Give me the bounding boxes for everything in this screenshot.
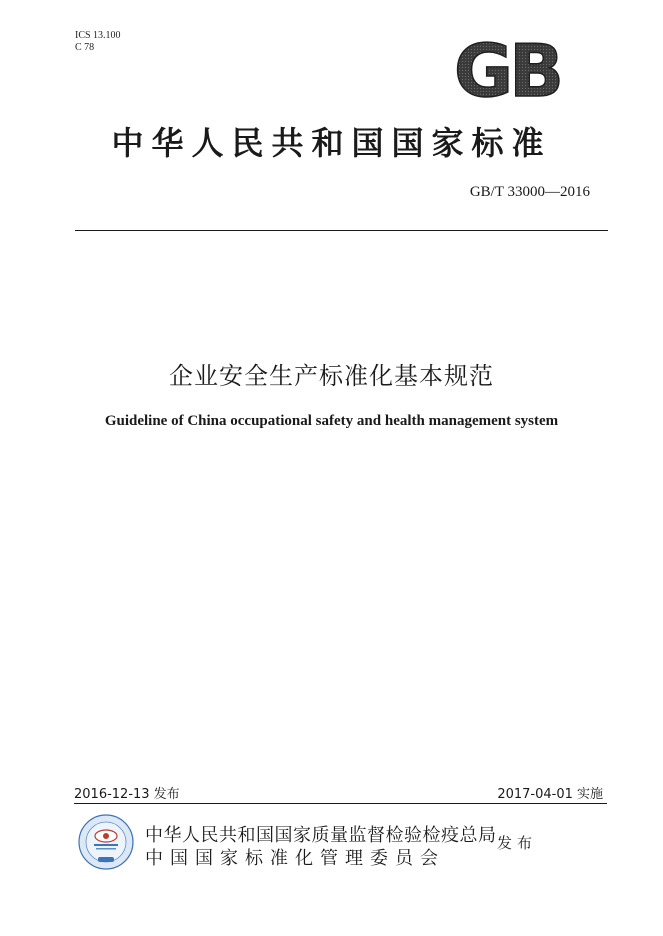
standard-title: 中华人民共和国国家标准 [111,124,552,162]
ics-code: ICS 13.100 [75,30,121,41]
issuer-org-2: 中国国家标准化管理委员会 [145,848,445,869]
ccs-code: C 78 [75,42,95,53]
anti-counterfeit-seal-icon [78,814,134,870]
gb-logo-icon [440,36,575,102]
standard-code: GB/T 33000—2016 [469,184,590,200]
publish-label: 发布 [497,834,538,852]
implementation-date: 2017-04-01 实施 [497,787,603,802]
bottom-divider [74,803,607,804]
classification-codes [75,30,121,54]
document-title-en: Guideline of China occupational safety and health management system [104,413,559,429]
issue-date: 2016-12-13 发布 [74,787,180,802]
document-title-cn: 企业安全生产标准化基本规范 [169,362,494,390]
issuer-org-1: 中华人民共和国国家质量监督检验检疫总局 [145,825,497,846]
top-divider [75,230,608,231]
svg-text:GB: GB [454,36,560,102]
